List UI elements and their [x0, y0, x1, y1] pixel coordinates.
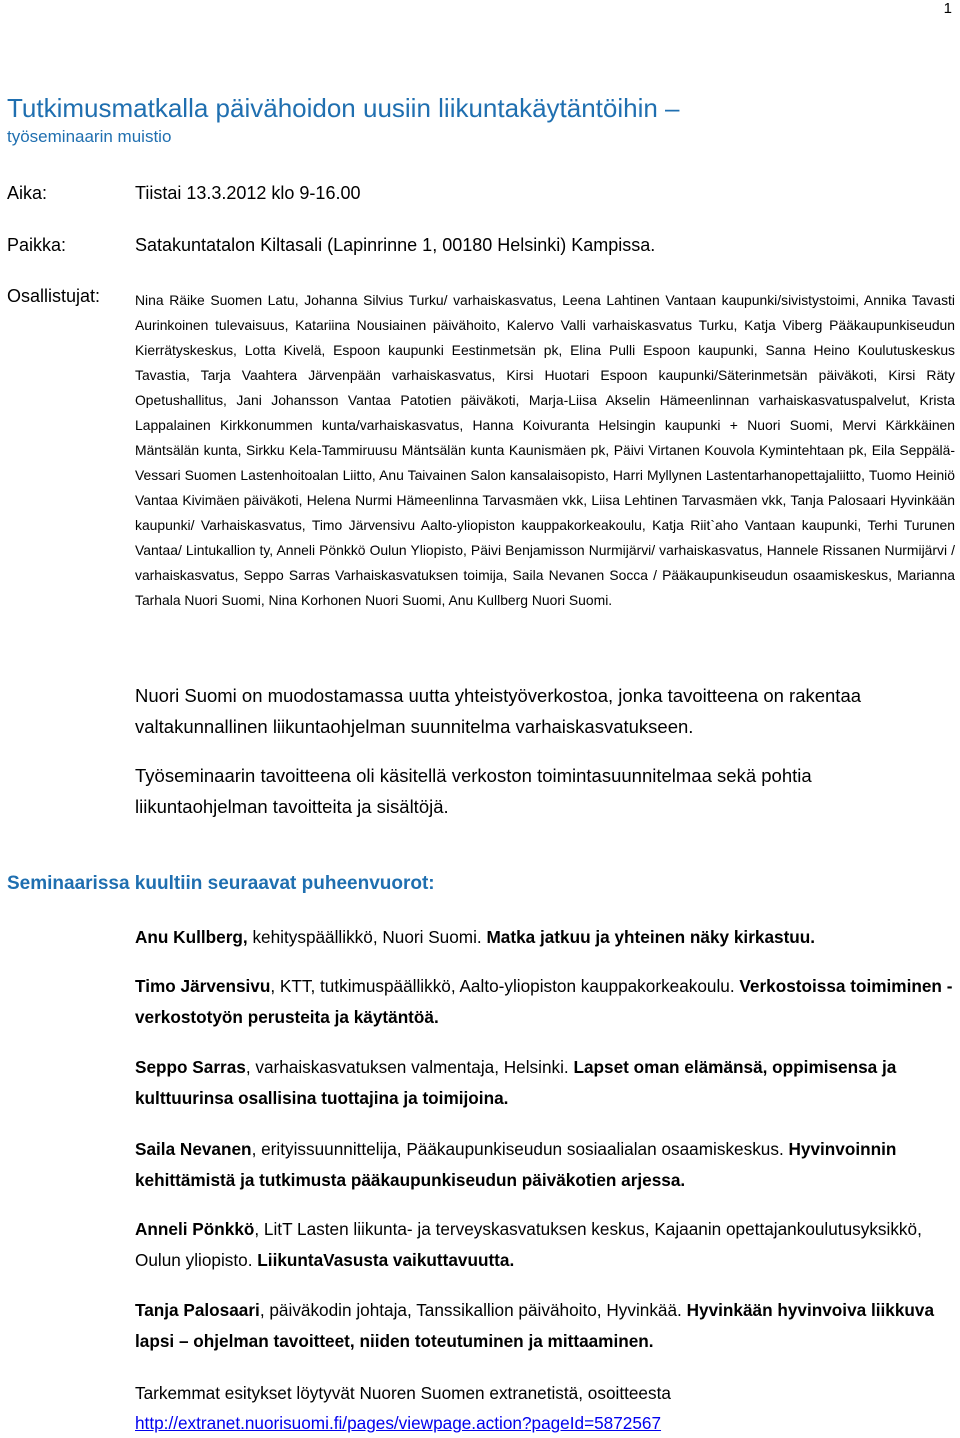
- extranet-link[interactable]: http://extranet.nuorisuomi.fi/pages/viewpage.action?pageId=5872567: [135, 1413, 662, 1433]
- speaker-role: , varhaiskasvatuksen valmentaja, Helsinki.: [245, 1057, 574, 1077]
- speaker-role: , erityissuunnittelija, Pääkaupunkiseudun sosiaalialan osaamiskeskus.: [251, 1139, 789, 1159]
- page-number: 1: [943, 0, 952, 17]
- goal-paragraph: Työseminaarin tavoitteena oli käsitellä verkoston toimintasuunnitelmaa sekä pohtia liikuntaohjelman tavoitteita ja sisältöjä.: [135, 765, 812, 817]
- speaker-name: Seppo Sarras: [135, 1057, 246, 1077]
- speaker-role: kehityspäällikkö, Nuori Suomi.: [247, 927, 487, 947]
- document-title: Tutkimusmatkalla päivähoidon uusiin liikuntakäytäntöihin –: [7, 93, 680, 123]
- speaker-name: Anu Kullberg,: [135, 927, 248, 947]
- speaker-name: Timo Järvensivu: [135, 976, 271, 996]
- speaker-name: Tanja Palosaari: [135, 1300, 260, 1320]
- place-label: Paikka:: [7, 235, 67, 255]
- time-label: Aika:: [7, 183, 48, 203]
- place-value: Satakuntatalon Kiltasali (Lapinrinne 1, 00180 Helsinki) Kampissa.: [135, 235, 656, 255]
- document-subtitle: työseminaarin muistio: [7, 127, 172, 146]
- speaker-entry: [135, 971, 960, 1033]
- speaker-role: , LitT Lasten liikunta- ja terveyskasvatuksen keskus, Kajaanin opettajankoulutusyksikkö, Oulun yliopisto.: [135, 1219, 922, 1270]
- speaker-name: Saila Nevanen: [135, 1139, 252, 1159]
- participants-list: Nina Räike Suomen Latu, Johanna Silvius Turku/ varhaiskasvatus, Leena Lahtinen Vantaan kaupunki/sivistystoimi, Annika Tavasti Aurinkoinen tulevaisuus, Katariina Nousiainen päivähoito, Kalervo Valli varhaiskasvatus Turku, Katja Viberg Pääkaupunkiseudun Kierrätyskeskus, Lotta Kivelä, Espoon kaupunki Eestinmetsän pk, Elina Pulli Espoon kaupunki, Sanna Heino Koulutuskeskus Tavastia, Tarja Vaahtera Järvenpään varhaiskasvatus, Kirsi Huotari Espoon kaupunki/Säterinmetsän päiväkoti, Kirsi Räty Opetushallitus, Jani Johansson Vantaa Patotien päiväkoti, Marja-Liisa Akselin Hämeenlinnan varhaiskasvatuspalvelut, Krista Lappalainen Kirkkonummen kunta/varhaiskasvatus, Hanna Koivuranta Helsingin kaupunki + Nuori Suomi, Mervi Kärkkäinen Mäntsälän kunta, Sirkku Kela-Tammiruusu Mäntsälän kunta Kaunismäen pk, Päivi Virtanen Kouvola Kymintehtaan pk, Eila Seppälä-Vessari Suomen Lastenhoitoalan Liitto, Anu Taivainen Salon kansalaisopisto, Harri Myllynen Lastentarhanopettajaliitto, Tuomo Heiniö Vantaa Kivimäen päiväkoti, Helena Nurmi Hämeenlinna Tarvasmäen vkk, Liisa Lehtinen Tarvasmäen vkk, Tanja Palosaari Hyvinkään kaupunki/ Varhaiskasvatus, Timo Järvensivu Aalto-yliopiston kauppakorkeakoulu, Katja Riit`aho Vantaan kaupunki, Terhi Turunen Vantaa/ Lintukallion ty, Anneli Pönkkö Oulun Yliopisto, Päivi Benjamisson Nurmijärvi/ varhaiskasvatus, Hannele Rissanen Nurmijärvi / varhaiskasvatus, Seppo Sarras Varhaiskasvatuksen toimija, Saila Nevanen Socca / Pääkaupunkiseudun osaamiskeskus, Marianna Tarhala Nuori Suomi, Nina Korhonen Nuori Suomi, Anu Kullberg Nuori Suomi.: [135, 292, 955, 608]
- participants-label: Osallistujat:: [7, 286, 101, 306]
- intro-paragraph: Nuori Suomi on muodostamassa uutta yhteistyöverkostoa, jonka tavoitteena on rakentaa valtakunnallinen liikuntaohjelman suunnitelma varhaiskasvatukseen.: [135, 685, 862, 737]
- speaker-entry: [135, 1052, 960, 1114]
- footer-note: [135, 1378, 955, 1438]
- speaker-entry: [135, 922, 960, 953]
- time-value: Tiistai 13.3.2012 klo 9-16.00: [135, 183, 361, 203]
- speaker-role: , KTT, tutkimuspäällikkö, Aalto-yliopiston kauppakorkeakoulu.: [270, 976, 740, 996]
- footer-text: Tarkemmat esitykset löytyvät Nuoren Suomen extranetistä, osoitteesta: [135, 1383, 671, 1403]
- speaker-entry: [135, 1134, 960, 1196]
- speaker-topic: Verkostoissa toimiminen - verkostotyön perusteita ja käytäntöä.: [135, 976, 953, 1027]
- speaker-entry: [135, 1295, 960, 1357]
- speaker-topic: Hyvinvoinnin kehittämistä ja tutkimusta pääkaupunkiseudun päiväkotien arjessa.: [135, 1139, 897, 1190]
- speaker-topic: LiikuntaVasusta vaikuttavuutta.: [257, 1250, 515, 1270]
- speaker-entry: [135, 1214, 960, 1276]
- section-heading: Seminaarissa kuultiin seuraavat puheenvuorot:: [7, 873, 435, 894]
- speaker-name: Anneli Pönkkö: [135, 1219, 255, 1239]
- speaker-topic: Matka jatkuu ja yhteinen näky kirkastuu.: [486, 927, 816, 947]
- speaker-topic: Lapset oman elämänsä, oppimisensa ja kulttuurinsa osallisina tuottajina ja toimijoina.: [135, 1057, 897, 1108]
- speaker-topic: Hyvinkään hyvinvoiva liikkuva lapsi – ohjelman tavoitteet, niiden toteutuminen ja mittaaminen.: [135, 1300, 935, 1351]
- speaker-role: , päiväkodin johtaja, Tanssikallion päivähoito, Hyvinkää.: [259, 1300, 687, 1320]
